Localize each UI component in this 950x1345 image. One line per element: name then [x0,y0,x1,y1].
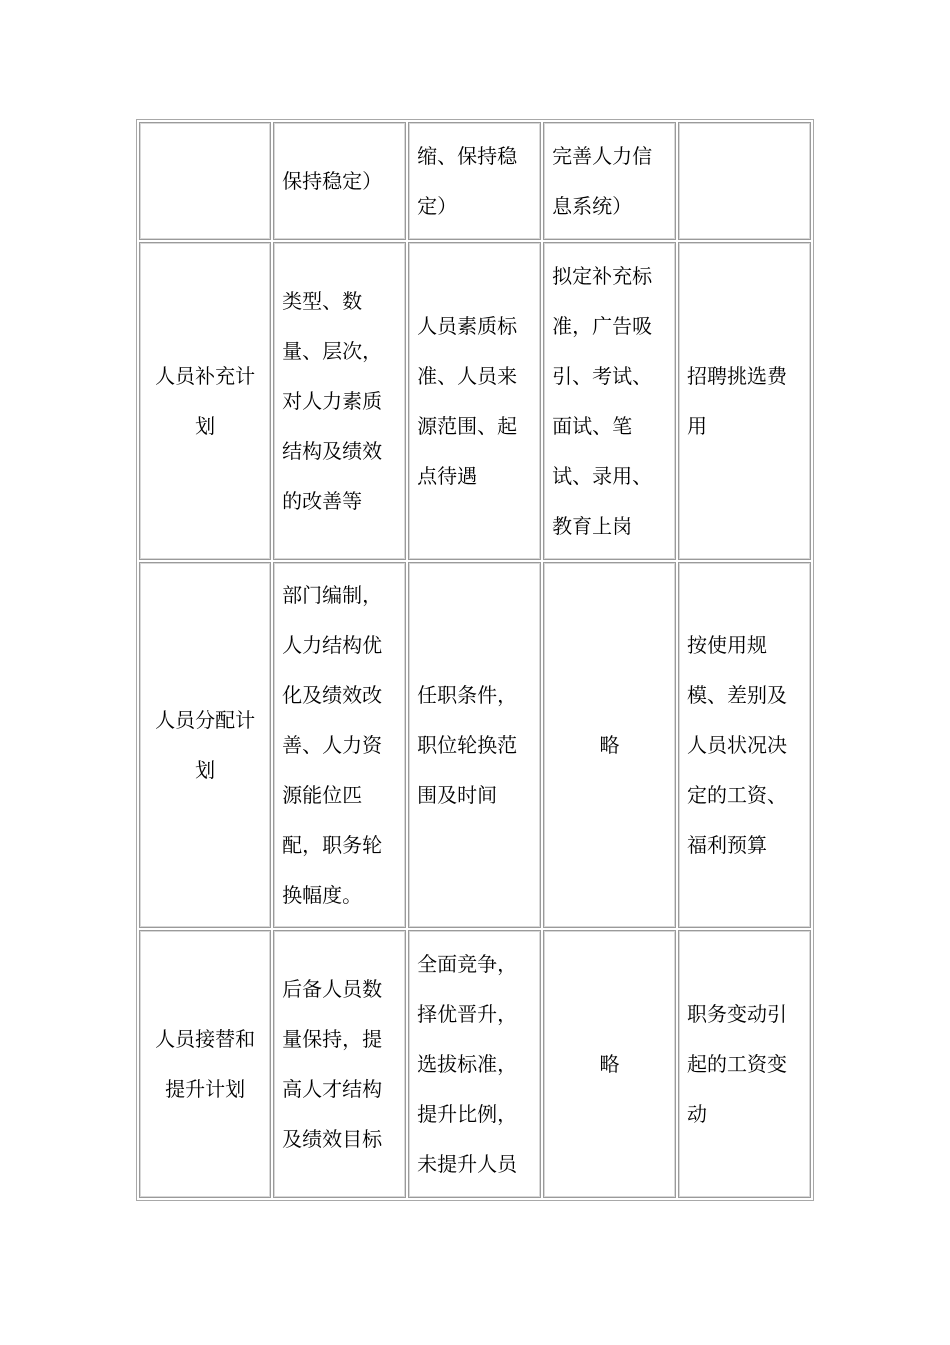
table-row [139,930,811,1198]
plan-goal-cell: 类型、数量、层次，对人力素质结构及绩效的改善等 [273,242,406,560]
plan-table [136,119,814,1201]
table-row [139,562,811,928]
plan-budget-cell: 职务变动引起的工资变动 [678,930,811,1198]
plan-name-cell: 人员补充计划 [139,242,271,560]
plan-steps-cell: 拟定补充标准，广告吸引、考试、面试、笔试、录用、教育上岗 [543,242,676,560]
plan-budget-cell: 按使用规模、差别及人员状况决定的工资、福利预算 [678,562,811,928]
plan-policy-cell: 任职条件，职位轮换范围及时间 [408,562,541,928]
plan-steps-cell: 完善人力信息系统） [543,122,676,240]
plan-policy-cell: 人员素质标准、人员来源范围、起点待遇 [408,242,541,560]
plan-policy-cell: 全面竞争，择优晋升，选拔标准，提升比例，未提升人员 [408,930,541,1198]
plan-goal-cell: 后备人员数量保持，提高人才结构及绩效目标 [273,930,406,1198]
plan-budget-cell: 招聘挑选费用 [678,242,811,560]
plan-budget-cell [678,122,811,240]
table-row [139,122,811,240]
plan-steps-cell: 略 [543,562,676,928]
plan-steps-cell: 略 [543,930,676,1198]
plan-name-cell: 人员分配计划 [139,562,271,928]
table-row [139,242,811,560]
plan-policy-cell: 缩、保持稳定） [408,122,541,240]
plan-name-cell [139,122,271,240]
plan-goal-cell: 部门编制，人力结构优化及绩效改善、人力资源能位匹配，职务轮换幅度。 [273,562,406,928]
plan-goal-cell: 保持稳定） [273,122,406,240]
plan-name-cell: 人员接替和提升计划 [139,930,271,1198]
